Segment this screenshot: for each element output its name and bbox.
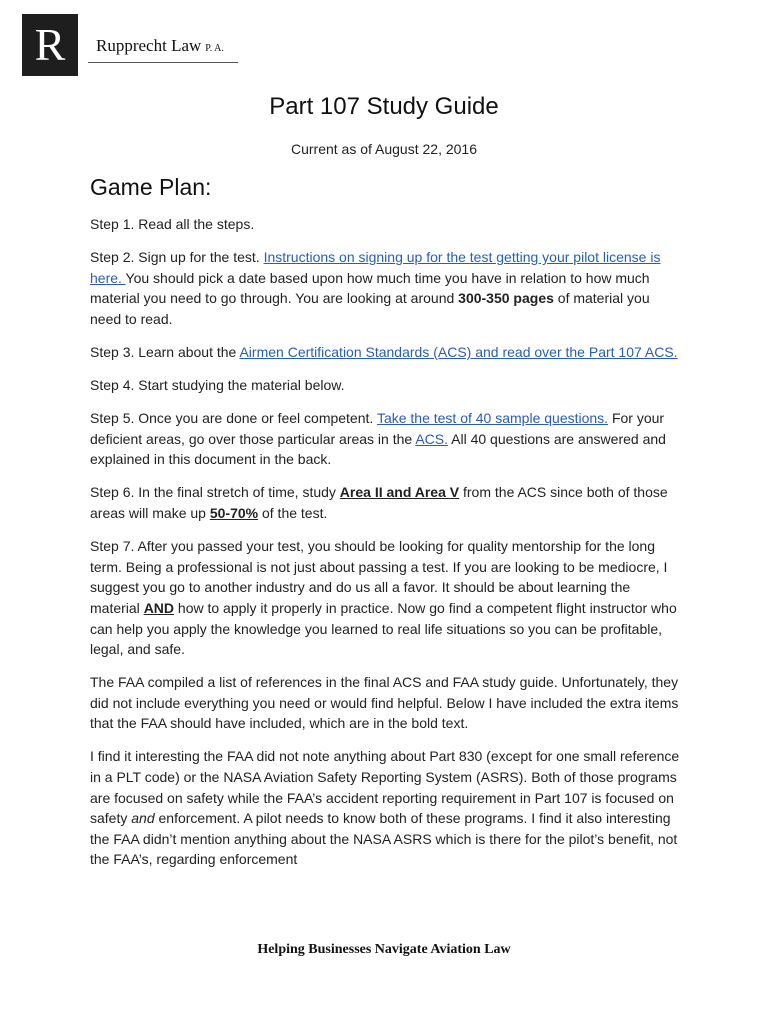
faa-references-text: The FAA compiled a list of references in the final ACS and FAA study guide. Unfortunately, they did not include everything you need or would find helpful. Below I have included the extra items that the FAA should have included, which are in the bold text. <box>90 674 679 732</box>
step-2-bold: 300-350 pages <box>458 290 554 307</box>
step-3 <box>90 342 680 363</box>
step-4-text: Step 4. Start studying the material below. <box>90 377 345 394</box>
step-2 <box>90 247 680 329</box>
step-1-text: Step 1. Read all the steps. <box>90 216 255 232</box>
signup-instructions-link[interactable]: Instructions on signing up for the test getting your pilot license is here. <box>90 249 661 286</box>
step-7 <box>90 536 680 660</box>
nasa-asrs-italic: and <box>131 810 155 827</box>
footer-tagline: Helping Businesses Navigate Aviation Law <box>257 942 511 957</box>
step-5-text-cont: For your deficient areas, go over those particular areas in the <box>90 410 665 447</box>
step-2-text: Step 2. Sign up for the test. <box>90 249 264 266</box>
logo-letter: R <box>34 19 66 70</box>
firm-name-text: Rupprecht Law <box>96 36 202 55</box>
section-heading: Game Plan: <box>90 174 212 200</box>
acs-link[interactable]: Airmen Certification Standards (ACS) and read over the Part 107 ACS. <box>239 343 678 360</box>
step-5-text: Step 5. Once you are done or feel competent. <box>90 410 377 427</box>
step-7-text-cont: how to apply it properly in practice. Now go find a competent flight instructor who can help you apply the knowledge you learned to real life situations so you can be profitable, legal, and safe. <box>90 599 677 658</box>
nasa-asrs-text: I find it interesting the FAA did not note anything about Part 830 (except for one small reference in a PLT code) or the NASA Aviation Safety Reporting System (ASRS). Both of those programs are focused on safety while the FAA’s accident reporting requirement in Part 107 is focused on safety <box>90 748 680 827</box>
step-3-text: Step 3. Learn about the <box>90 343 240 360</box>
step-5 <box>90 408 680 470</box>
logo <box>22 14 78 76</box>
step-1 <box>90 214 680 235</box>
document-body <box>90 172 680 883</box>
step-4 <box>90 375 680 396</box>
step-2-text-cont: You should pick a date based upon how much time you have in relation to how much material you need to go through. You are looking at around <box>90 269 650 307</box>
step-6-bold-areas: Area II and Area V <box>339 484 460 501</box>
step-6-bold-percent: 50-70% <box>209 505 259 522</box>
step-2-text-end: of material you need to read. <box>90 290 650 327</box>
step-6-text-end: of the test. <box>258 505 328 522</box>
document-title: Part 107 Study Guide <box>269 93 499 120</box>
step-7-text: Step 7. After you passed your test, you should be looking for quality mentorship for the long term. Being a professional is not just about passing a test. If you are looking to be mediocre, I suggest you go to another industry and do us all a favor. It should be about learning the material <box>90 538 668 616</box>
faa-references-paragraph <box>90 672 680 734</box>
step-6-text: Step 6. In the final stretch of time, study <box>90 484 340 501</box>
sample-questions-link[interactable]: Take the test of 40 sample questions. <box>376 410 609 427</box>
step-5-text-end: All 40 questions are answered and explained in this document in the back. <box>90 430 666 468</box>
step-7-bold: AND <box>143 599 175 616</box>
step-6 <box>90 482 680 523</box>
acs-short-link[interactable]: ACS. <box>415 430 448 447</box>
firm-suffix: P. A. <box>205 43 224 54</box>
nasa-asrs-text-cont: enforcement. A pilot needs to know both of these programs. I find it also interesting the FAA didn’t mention anything about the NASA ASRS which is there for the pilot’s benefit, not the FAA’s, regarding enforcement <box>90 810 678 868</box>
firm-name <box>96 36 224 56</box>
header-rule <box>88 62 238 63</box>
nasa-asrs-paragraph <box>90 746 680 870</box>
date-line: Current as of August 22, 2016 <box>290 141 477 157</box>
step-6-text-cont: from the ACS since both of those areas will make up <box>90 484 668 522</box>
